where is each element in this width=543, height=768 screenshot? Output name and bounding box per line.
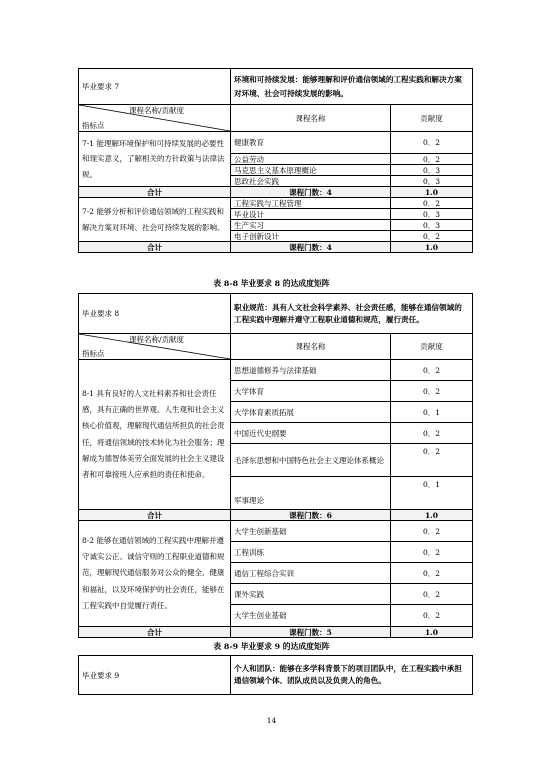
course-name: 电子创新设计 [231,231,391,242]
table-caption-8-8: 表 8-8 毕业要求 8 的达成度矩阵 [213,279,330,288]
total-course-count: 课程门数：5 [231,627,391,638]
contribution-value: 0．2 [391,360,473,381]
total-course-count: 课程门数：4 [231,187,391,198]
indicator-text: 7-2 能够分析和评价通信领域的工程实践和解决方案对环境、社会可持续发展的影响。 [79,198,231,242]
contribution-value: 0．3 [391,220,473,231]
total-row [79,510,473,521]
matrix-table-req7 [78,68,473,253]
table-row [79,360,473,381]
page-number: 14 [266,716,277,725]
course-name: 思想道德修养与法律基础 [231,360,391,381]
contribution-value: 0．2 [391,542,473,563]
requirement-label: 毕业要求 8 [79,294,231,334]
requirement-text: 职业规范：具有人文社会科学素养、社会责任感，能够在通信领域的工程实践中理解并遵守工程职业道德和规范，履行责任。 [231,294,473,334]
column-header-contribution: 贡献度 [391,105,473,132]
header-row [79,105,473,132]
diagonal-header-cell [79,105,231,132]
contribution-value: 0．2 [391,154,473,165]
contribution-value: 0．3 [391,165,473,176]
contribution-value: 0．1 [391,402,473,423]
table-row [79,521,473,542]
table-row [79,132,473,154]
total-label: 合计 [79,242,231,253]
course-name: 马克思主义基本原理概论 [231,165,391,176]
diag-header-bottom: 指标点 [82,349,105,358]
requirement-row [79,69,473,105]
total-label: 合计 [79,187,231,198]
total-value: 1.0 [391,242,473,253]
contribution-value: 0．2 [391,563,473,584]
total-row [79,187,473,198]
requirement-label: 毕业要求 9 [79,656,231,695]
contribution-value: 0．2 [391,231,473,242]
course-name: 思政社会实践 [231,176,391,187]
contribution-value: 0．2 [391,198,473,209]
contribution-value: 0．2 [391,423,473,444]
course-name: 课外实践 [231,584,391,605]
course-name: 健康教育 [231,132,391,154]
contribution-value: 0．1 [391,477,473,510]
contribution-value: 0．2 [391,132,473,154]
course-name: 毕业设计 [231,209,391,220]
indicator-text: 7-1 能理解环境保护和可持续发展的必要性和现实意义，了解相关的方针政策与法律法规。 [79,132,231,187]
total-row [79,627,473,638]
matrix-table-req9 [78,655,473,695]
requirement-text: 环境和可持续发展：能够理解和评价通信领域的工程实践和解决方案对环境、社会可持续发展的影响。 [231,69,473,105]
total-value: 1.0 [391,187,473,198]
diag-header-top: 课程名称/贡献度 [128,335,184,344]
contribution-value: 0．2 [391,381,473,402]
total-value: 1.0 [391,510,473,521]
table-row [79,198,473,209]
course-name: 公益劳动 [231,154,391,165]
requirement-text: 个人和团队：能够在多学科背景下的项目团队中，在工程实践中承担通信领域个体、团队成员以及负责人的角色。 [231,656,473,695]
contribution-value: 0．2 [391,584,473,605]
column-header-course: 课程名称 [231,334,391,360]
indicator-text: 8-1 具有良好的人文社科素养和社会责任感，具有正确的世界观、人生观和社会主义核心价值观，理解现代通信所担负的社会责任，将通信领域的技术转化为社会服务；理解成为德智体美劳全面发展的社会主义建设者和可靠接班人应承担的责任和使命。 [79,360,231,510]
matrix-table-req8 [78,293,473,638]
course-name: 工程实践与工程管理 [231,198,391,209]
table-caption-8-9: 表 8-9 毕业要求 9 的达成度矩阵 [213,642,330,651]
course-name: 中国近代史纲要 [231,423,391,444]
total-label: 合计 [79,627,231,638]
course-name: 军事理论 [231,477,391,510]
total-course-count: 课程门数：6 [231,510,391,521]
course-name: 大学生创新基础 [231,521,391,542]
course-name: 通信工程综合实训 [231,563,391,584]
total-label: 合计 [79,510,231,521]
requirement-row [79,656,473,695]
diag-header-top: 课程名称/贡献度 [128,106,184,115]
header-row [79,334,473,360]
total-course-count: 课程门数：4 [231,242,391,253]
total-row [79,242,473,253]
course-name: 毛泽东思想和中国特色社会主义理论体系概论 [231,444,391,477]
contribution-value: 0．3 [391,209,473,220]
indicator-text: 8-2 能够在通信领域的工程实践中理解并遵守诚实公正、诚信守则的工程职业道德和规范，理解现代通信服务对公众的健全、健康和福祉，以及环境保护的社会责任，能够在工程实践中自觉履行责任。 [79,521,231,627]
course-name: 工程训练 [231,542,391,563]
column-header-contribution: 贡献度 [391,334,473,360]
course-name: 大学生创业基础 [231,605,391,627]
course-name: 大学体育 [231,381,391,402]
column-header-course: 课程名称 [231,105,391,132]
contribution-value: 0．2 [391,605,473,627]
diagonal-header-cell [79,334,231,360]
requirement-label: 毕业要求 7 [79,69,231,105]
total-value: 1.0 [391,627,473,638]
contribution-value: 0．2 [391,444,473,477]
contribution-value: 0．2 [391,521,473,542]
requirement-row [79,294,473,334]
diag-header-bottom: 指标点 [82,121,105,130]
course-name: 大学体育素质拓展 [231,402,391,423]
course-name: 生产实习 [231,220,391,231]
contribution-value: 0．3 [391,176,473,187]
